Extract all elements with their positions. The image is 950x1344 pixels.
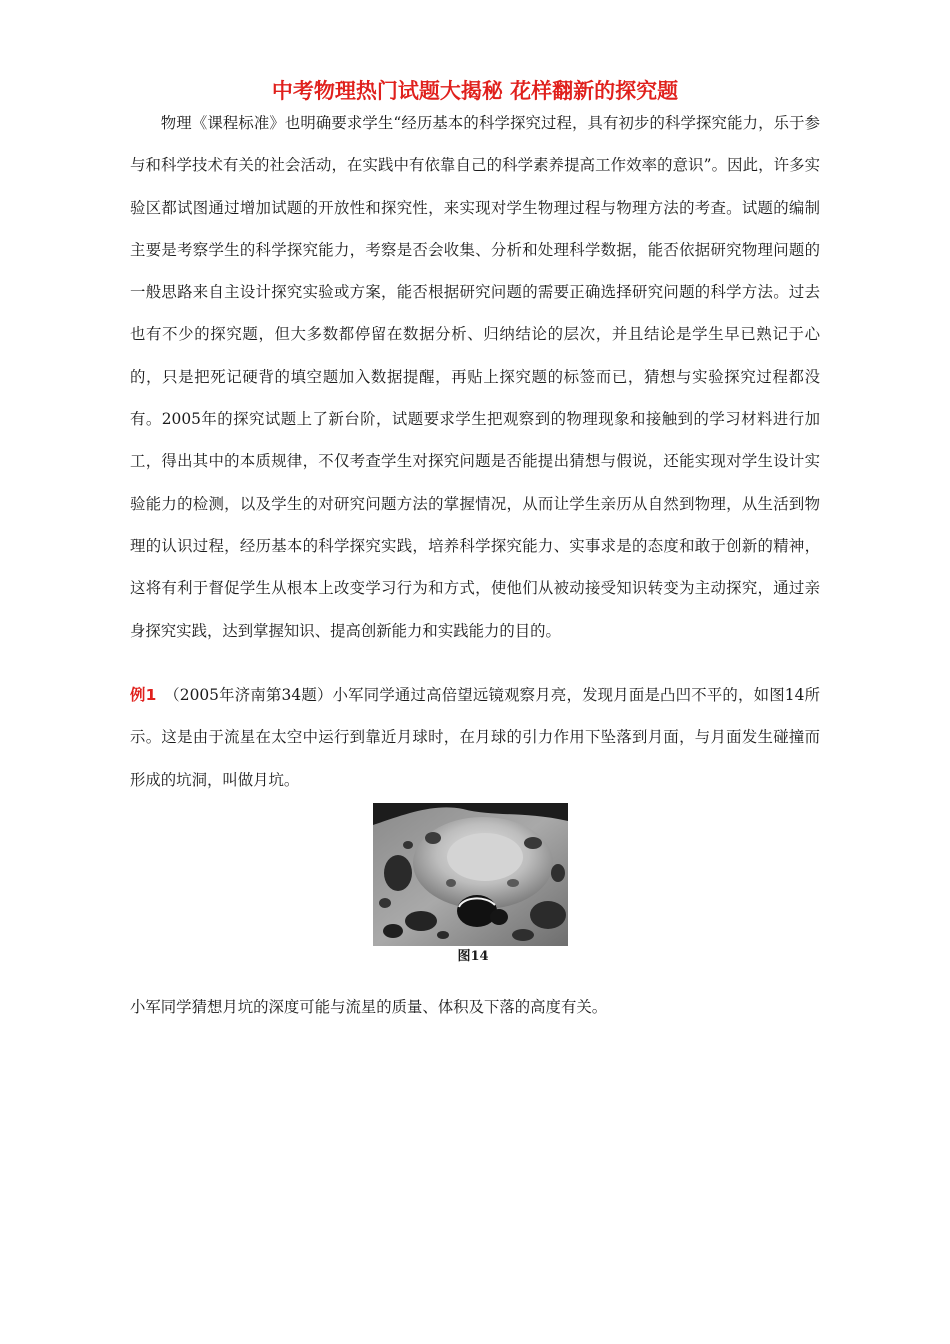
example-paragraph [130,674,820,801]
moon-crater-photo [373,803,568,946]
final-paragraph: 小军同学猜想月坑的深度可能与流星的质量、体积及下落的高度有关。 [130,998,608,1016]
moon-surface-icon [373,803,568,946]
intro-paragraph: 物理《课程标准》也明确要求学生“经历基本的科学探究过程，具有初步的科学探究能力，乐于参与和科学技术有关的社会活动，在实践中有依靠自己的科学素养提高工作效率的意识”。因此，许多实验区都试图通过增加试题的开放性和探究性，来实现对学生物理过程与物理方法的考查。试题的编制主要是考察学生的科学探究能力，考察是否会收集、分析和处理科学数据，能否依据研究物理问题的一般思路来自主设计探究实验或方案，能否根据研究问题的需要正确选择研究问题的科学方法。过去也有不少的探究题，但大多数都停留在数据分析、归纳结论的层次，并且结论是学生早已熟记于心的，只是把死记硬背的填空题加入数据提醒，再贴上探究题的标签而已，猜想与实验探究过程都没有。2005年的探究试题上了新台阶，试题要求学生把观察到的物理现象和接触到的学习材料进行加工，得出其中的本质规律，不仅考查学生对探究问题是否能提出猜想与假说，还能实现对学生设计实验能力的检测，以及学生的对研究问题方法的掌握情况，从而让学生亲历从自然到物理，从生活到物理的认识过程，经历基本的科学探究实践，培养科学探究能力、实事求是的态度和敢于创新的精神，这将有利于督促学生从根本上改变学习行为和方式，使他们从被动接受知识转变为主动探究，通过亲身探究实践，达到掌握知识、提高创新能力和实践能力的目的。 [130,114,820,640]
document-title: 中考物理热门试题大揭秘 花样翻新的探究题 [271,79,679,103]
figure-caption: 图14 [457,949,489,964]
example-text: （2005年济南第34题）小军同学通过高倍望远镜观察月亮，发现月面是凸凹不平的，如图14所示。这是由于流星在太空中运行到靠近月球时，在月球的引力作用下坠落到月面，与月面发生碰撞而形成的坑洞，叫做月坑。 [130,686,820,789]
example-label: 例1 [130,686,157,704]
